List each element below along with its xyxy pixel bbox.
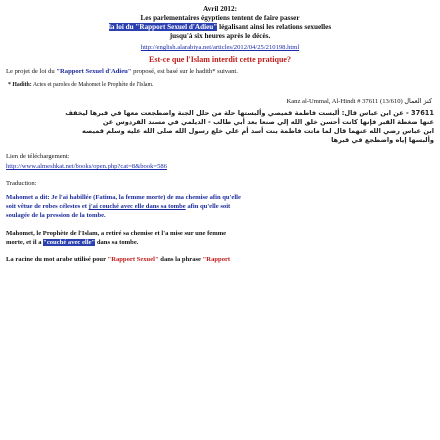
bottom-middle: dans la phrase <box>158 256 203 263</box>
summary-line-2-b: dans sa tombe. <box>95 239 139 246</box>
arabic-line-3: ابن عباس رضي الله عنهما قال لما ماتت فاطمة بنت أسد أم علي خلع رسول الله صلى الله عليه وسلم قميصه <box>82 127 434 135</box>
footnote-label: * Hadith: <box>8 82 32 88</box>
download-link[interactable]: http://www.almeshkat.net/books/open.php?cat=8&book=586 <box>6 163 168 170</box>
translation-line-2-a: soit vêtue de robes célestes et <box>6 203 89 210</box>
intro-quoted: "Rapport Sexuel d'Adieu" <box>56 68 132 75</box>
bottom-quoted: "Rapport Sexuel" <box>107 256 159 263</box>
summary-line-2 <box>6 239 138 246</box>
citation-reference: Kanz al-Ummal, Al-Hindi # 37611 (13/610) <box>286 98 403 105</box>
citation-line <box>286 97 432 105</box>
intro-text <box>6 68 238 75</box>
source-link[interactable]: http://english.alarabiya.net/articles/2012/04/25/210198.html <box>140 44 300 51</box>
translation-line-3: soulagée de la pression de la tombe. <box>6 212 106 219</box>
footnote <box>8 82 153 88</box>
bottom-end: "Rapport <box>202 256 231 263</box>
translation-line-2 <box>6 203 230 210</box>
arabic-line-2: عنها ضغطة القبر فإنها كانت أحسن خلق الله إلي صنعا بعد أبي طالب - الديلمي في مسند الفردوس عن <box>102 118 434 126</box>
footnote-text: Actes et paroles de Mahomet le Prophète de l'Islam. <box>31 82 154 88</box>
summary-line-2-a: morte, et il a <box>6 239 44 246</box>
translation-line-2-b: afin qu'elle soit <box>185 203 231 210</box>
law-name-highlight: la loi du "Rapport Sexuel d'Adieu" <box>108 23 218 31</box>
headline-line-2 <box>0 23 440 31</box>
summary-highlight: "couché avec elle" <box>43 239 96 246</box>
arabic-line-1: 37611 - عن ابن عباس قال: ألبست فاطمة قميصي وألبستها حلة من حلل الجنة واضطجعت معها في قبرها ليخفف <box>65 109 434 117</box>
headline-line-2-rest: légalisant ainsi les relations sexuelles <box>219 23 332 31</box>
summary-line-1: Mahomet, le Prophète de l'Islam, a retiré sa chemise et l'a mise sur une femme <box>6 230 227 237</box>
arabic-line-4: وألبسها إياه واضطجع في قبرها <box>331 136 434 144</box>
translation-label: Traduction: <box>6 180 37 187</box>
headline-line-1: Les parlementaires égyptiens tentent de faire passer <box>140 14 300 22</box>
translation-line-1: Mahomet a dit: Je l'ai habillée (Fatima, la femme morte) de ma chemise afin qu'elle <box>6 194 241 201</box>
bottom-line <box>6 256 230 263</box>
intro-after: proposé, est basé sur le hadith* suivant. <box>131 68 238 75</box>
citation-arabic: كنز العمال <box>404 97 432 105</box>
bottom-before: La racine du mot arabe utilisé pour <box>6 256 108 263</box>
translation-key-phrase: j'ai couché avec elle dans sa tombe <box>88 203 186 210</box>
question-heading: Est-ce que l'Islam interdit cette pratique? <box>149 55 291 64</box>
intro-before: Le projet de loi du <box>6 68 57 75</box>
article-date: Avril 2012: <box>203 5 237 13</box>
headline-line-3: jusqu'à six heures après le décès. <box>169 32 271 40</box>
download-label: Lien de téléchargement: <box>6 153 70 160</box>
